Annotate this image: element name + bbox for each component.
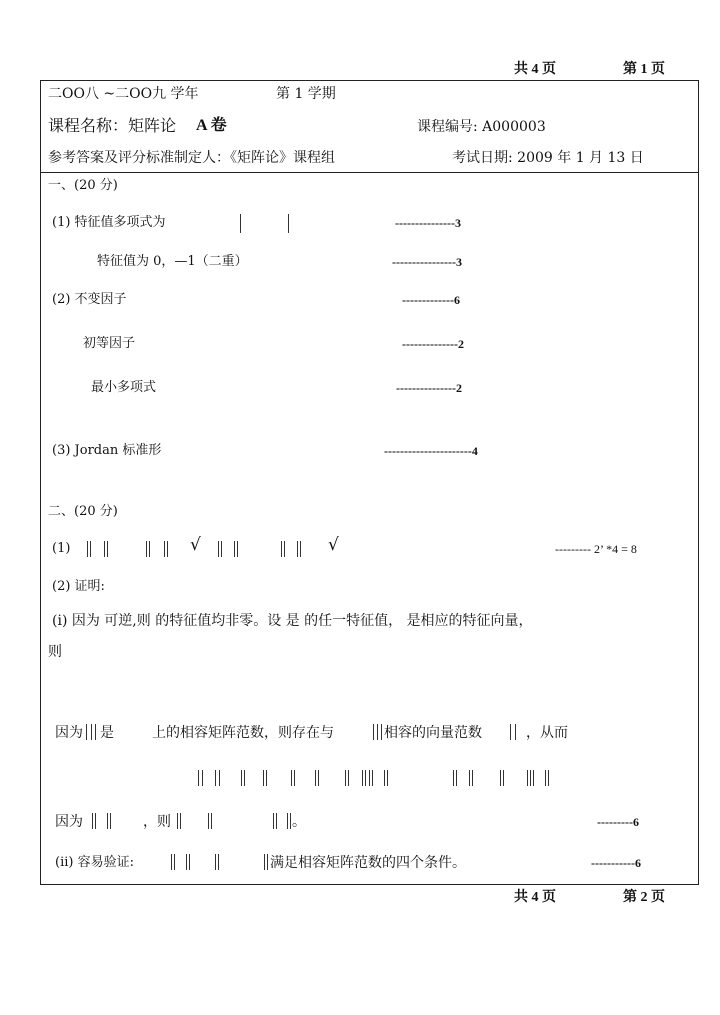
norm-bar [95,724,96,740]
norm-bar [267,854,268,870]
s1-item-score: -------------6 [402,293,460,307]
footer-total-pages: 共 4 页 [514,890,556,905]
norm-bar [107,813,108,829]
norm-bar [177,813,178,829]
text: 因为 [55,725,83,741]
norm-bar [218,854,219,870]
sqrt-symbol: √ [328,535,339,555]
course-name: 课程名称：矩阵论 [48,116,177,135]
norm-bar [164,541,165,557]
s2-p1-label: (1) [52,541,71,556]
norm-bar [315,770,316,786]
norm-bar [381,724,382,740]
semester: 第 1 学期 [276,86,336,102]
norm-bar [377,724,378,740]
norm-bar [86,724,87,740]
text: 上的相容矩阵范数，则存在与 [152,725,334,741]
text: 是 [100,725,114,741]
norm-bar [297,541,298,557]
norm-bar [387,770,388,786]
text: ，则 [143,814,171,830]
proof-ii-text: (ii) 容易验证: [55,855,134,870]
norm-bar [95,813,96,829]
s2-p2-label: (2) 证明: [52,579,105,594]
norm-bar [186,854,187,870]
norm-bar [174,854,175,870]
norm-bar [167,541,168,557]
text: 因为 [55,814,83,830]
divider [40,172,699,173]
norm-bar [218,541,219,557]
norm-bar [189,854,190,870]
norm-bar [276,813,277,829]
norm-bar [503,770,504,786]
norm-bar [373,724,374,740]
norm-bar [211,813,212,829]
norm-bar [241,770,242,786]
norm-bar [266,770,267,786]
norm-bar [365,770,366,786]
s1-item-text: (1) 特征值多项式为 [52,215,166,230]
determinant-bar [288,214,289,233]
course-code: 课程编号: A000003 [417,119,546,135]
term: 二OO八 ~二OO九 学年 [48,86,199,102]
norm-bar [287,813,288,829]
norm-bar [530,770,531,786]
norm-bar [198,770,199,786]
norm-bar [90,541,91,557]
norm-bar [87,541,88,557]
norm-bar [456,770,457,786]
norm-bar [91,724,92,740]
norm-bar [453,770,454,786]
norm-bar [281,541,282,557]
s1-item-text: 初等因子 [83,336,136,351]
norm-bar [171,854,172,870]
s1-item-score: ---------------3 [395,216,461,230]
norm-bar [533,770,534,786]
s1-item-text: 最小多项式 [91,380,157,395]
norm-bar [318,770,319,786]
norm-bar [237,541,238,557]
norm-bar [208,813,209,829]
text: 。 [292,814,306,830]
s1-item-score: ----------------------4 [384,444,478,458]
proof-ii-text: 满足相容矩阵范数的四个条件。 [270,855,466,871]
norm-bar [294,770,295,786]
norm-bar [104,541,105,557]
sqrt-symbol: √ [190,535,201,555]
s1-item-score: ----------------3 [392,255,462,269]
norm-bar [527,770,528,786]
norm-bar [263,770,264,786]
text: 相容的向量范数 [384,725,482,741]
norm-bar [284,541,285,557]
s1-item-score: ---------------2 [396,381,462,395]
norm-bar [472,770,473,786]
determinant-bar [240,214,241,233]
norm-bar [107,541,108,557]
norm-bar [146,541,147,557]
norm-bar [221,541,222,557]
header-page-number: 第 1 页 [623,62,665,77]
norm-bar [234,541,235,557]
norm-bar [215,770,216,786]
section1-title: 一、(20 分) [48,178,118,193]
author: 参考答案及评分标准制定人：《矩阵论》课程组 [48,150,335,166]
score: -----------6 [591,856,641,870]
norm-bar [345,770,346,786]
norm-bar [273,813,274,829]
norm-bar [362,770,363,786]
proof-i-cont: 则 [48,644,62,660]
norm-bar [384,770,385,786]
s1-item-text: (2) 不变因子 [52,292,127,307]
norm-bar [291,770,292,786]
footer-page-number: 第 2 页 [623,890,665,905]
header-total-pages: 共 4 页 [514,62,556,77]
s2-p1-score: --------- 2’ *4 = 8 [555,542,637,556]
exam-date: 考试日期: 2009 年 1 月 13 日 [452,150,644,166]
s1-item-text: (3) Jordan 标准形 [52,443,162,458]
s1-item-score: --------------2 [402,337,464,351]
norm-bar [348,770,349,786]
norm-bar [469,770,470,786]
norm-bar [110,813,111,829]
norm-bar [300,541,301,557]
score: ---------6 [597,815,639,829]
norm-bar [244,770,245,786]
norm-bar [500,770,501,786]
proof-i-text: (i) 因为 可逆,则 的特征值均非零。设 是 的任一特征值， 是相应的特征向量， [52,613,533,629]
paper-type: A 卷 [196,117,227,134]
norm-bar [219,770,220,786]
section2-title: 二、(20 分) [48,504,118,519]
norm-bar [180,813,181,829]
norm-bar [515,724,516,740]
text: ，从而 [526,725,568,741]
norm-bar [545,770,546,786]
norm-bar [369,770,370,786]
norm-bar [510,724,511,740]
norm-bar [290,813,291,829]
answer-frame [40,80,699,885]
norm-bar [149,541,150,557]
norm-bar [548,770,549,786]
norm-bar [202,770,203,786]
norm-bar [215,854,216,870]
s1-item-text: 特征值为 0，—1（二重） [97,254,248,269]
norm-bar [264,854,265,870]
norm-bar [92,813,93,829]
norm-bar [372,770,373,786]
